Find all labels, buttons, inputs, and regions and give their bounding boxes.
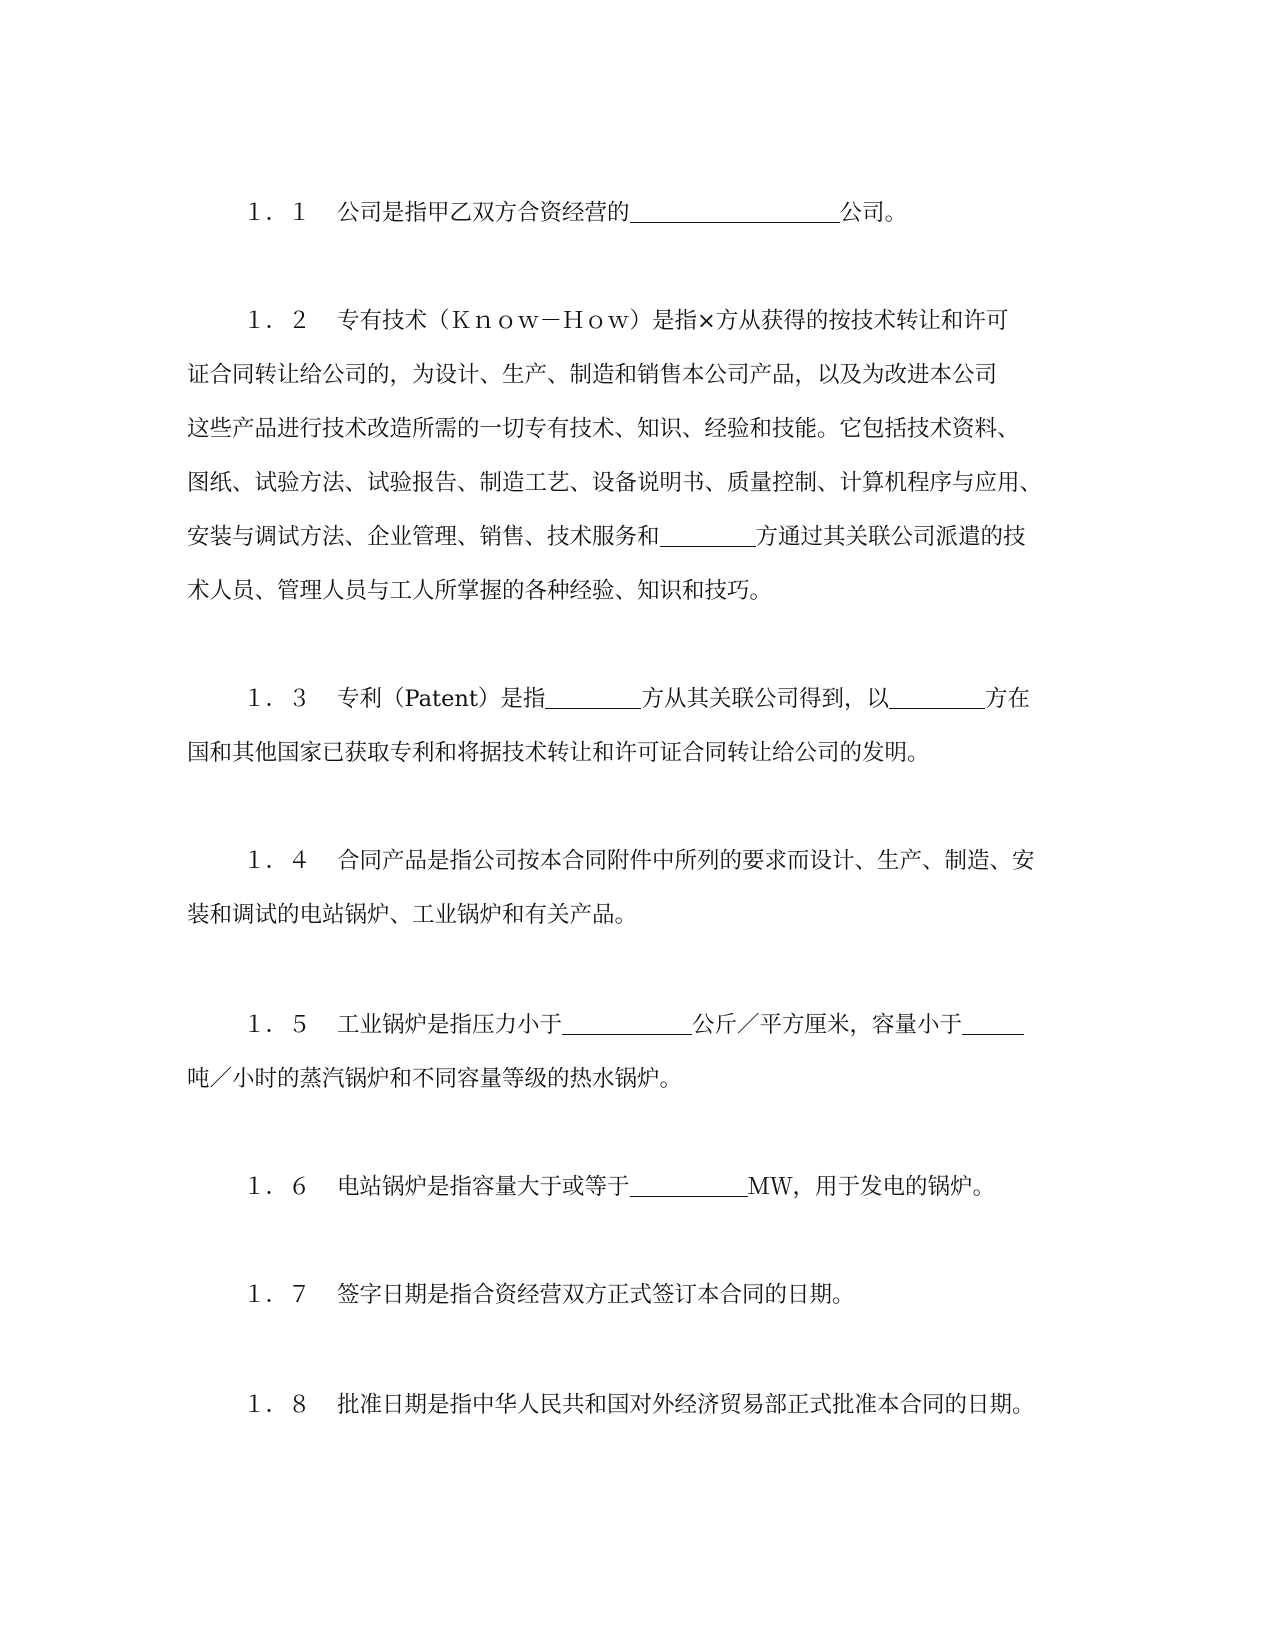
clause-text: 电站锅炉是指容量大于或等于	[337, 1174, 630, 1200]
clause-text: 工业锅炉是指压力小于	[337, 1012, 563, 1038]
clause-1-1	[243, 198, 907, 228]
clause-text: 方在	[984, 686, 1030, 712]
clause-1-2-line-5	[187, 522, 1026, 552]
clause-text: 方通过其关联公司派遣的技	[755, 524, 1026, 550]
blank-line[interactable]	[630, 198, 840, 223]
clause-1-3-line-2	[187, 738, 930, 768]
clause-text: 专有技术（Ｋｎｏｗ－Ｈｏｗ）是指×方从获得的按技术转让和许可	[337, 308, 1009, 334]
clause-text: 图纸、试验方法、试验报告、制造工艺、设备说明书、质量控制、计算机程序与应用、	[187, 470, 1043, 496]
clause-text: 术人员、管理人员与工人所掌握的各种经验、知识和技巧。	[187, 578, 773, 604]
clause-number: １．１	[243, 200, 311, 226]
clause-text: 签字日期是指合资经营双方正式签订本合同的日期。	[337, 1282, 855, 1308]
clause-1-3	[243, 684, 1030, 714]
blank-line[interactable]	[630, 1172, 748, 1197]
clause-1-4-line-2	[187, 900, 637, 930]
clause-1-5	[243, 1010, 1024, 1040]
clause-number: １．４	[243, 848, 311, 874]
clause-text: 吨／小时的蒸汽锅炉和不同容量等级的热水锅炉。	[187, 1066, 683, 1092]
clause-number: １．７	[243, 1282, 311, 1308]
clause-text: ＭＷ，用于发电的锅炉。	[747, 1174, 996, 1200]
blank-line[interactable]	[660, 522, 756, 547]
clause-text: 安装与调试方法、企业管理、销售、技术服务和	[187, 524, 660, 550]
clause-text: 国和其他国家已获取专利和将据技术转让和许可证合同转让给公司的发明。	[187, 740, 930, 766]
blank-line[interactable]	[545, 684, 641, 709]
clause-number: １．２	[243, 308, 311, 334]
clause-1-6	[243, 1172, 995, 1202]
clause-number: １．３	[243, 686, 311, 712]
clause-1-8	[243, 1390, 1035, 1420]
clause-1-2-line-6	[187, 576, 772, 606]
clause-1-2-line-3	[187, 414, 1020, 444]
clause-text: 专利（Patent）是指	[337, 686, 546, 712]
clause-text: 证合同转让给公司的，为设计、生产、制造和销售本公司产品，以及为改进本公司	[187, 362, 998, 388]
clause-number: １．５	[243, 1012, 311, 1038]
clause-1-7	[243, 1280, 855, 1310]
clause-text: 这些产品进行技术改造所需的一切专有技术、知识、经验和技能。它包括技术资料、	[187, 416, 1020, 442]
blank-line[interactable]	[562, 1010, 692, 1035]
clause-1-2-line-4	[187, 468, 1042, 498]
clause-number: １．６	[243, 1174, 311, 1200]
clause-text: 公司是指甲乙双方合资经营的	[337, 200, 630, 226]
clause-text: 批准日期是指中华人民共和国对外经济贸易部正式批准本合同的日期。	[337, 1392, 1035, 1418]
clause-text: 方从其关联公司得到，以	[641, 686, 889, 712]
clause-text: 公司。	[839, 200, 908, 226]
clause-1-5-line-2	[187, 1064, 682, 1094]
blank-line[interactable]	[962, 1010, 1024, 1035]
clause-1-2-line-2	[187, 360, 997, 390]
clause-text: 合同产品是指公司按本合同附件中所列的要求而设计、生产、制造、安	[337, 848, 1035, 874]
clause-1-2	[243, 306, 1008, 336]
clause-text: 公斤／平方厘米，容量小于	[692, 1012, 963, 1038]
clause-text: 装和调试的电站锅炉、工业锅炉和有关产品。	[187, 902, 638, 928]
clause-number: １．８	[243, 1392, 311, 1418]
clause-1-4	[243, 846, 1035, 876]
blank-line[interactable]	[889, 684, 985, 709]
